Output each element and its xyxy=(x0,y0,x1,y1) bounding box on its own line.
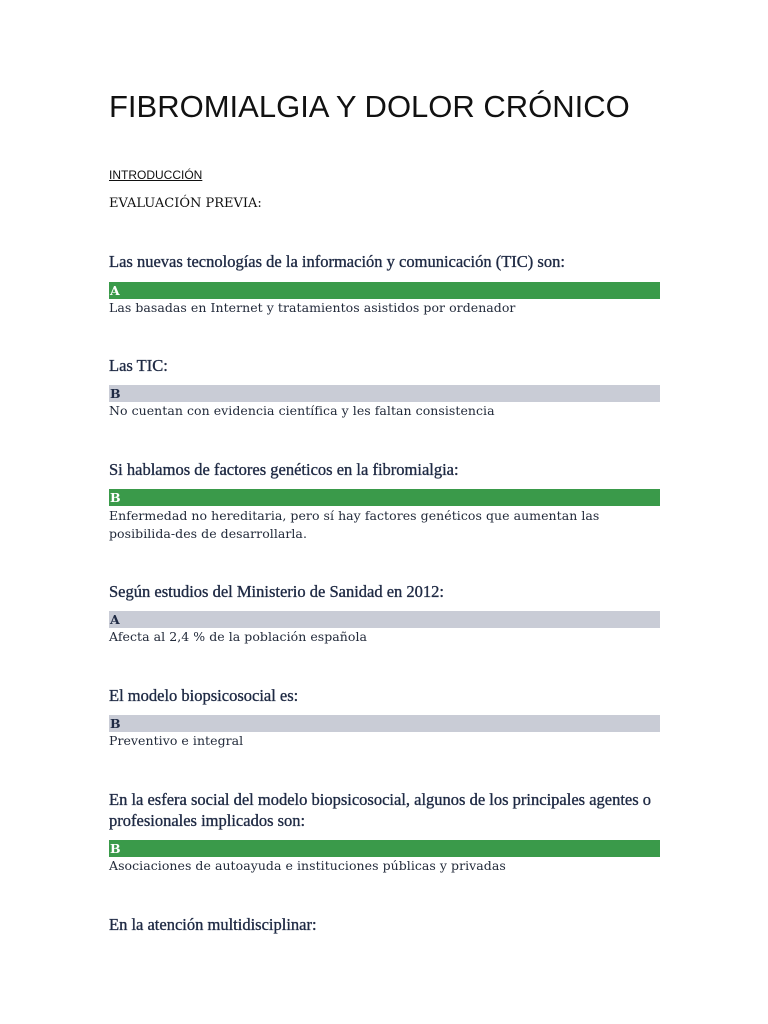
question-6: En la esfera social del modelo biopsicosocial, algunos de los principales agentes o profesionales implicados son: xyxy=(109,790,652,830)
document-title: FIBROMIALGIA Y DOLOR CRÓNICO xyxy=(109,89,630,124)
question-7: En la atención multidisciplinar: xyxy=(109,915,317,934)
evaluation-label: EVALUACIÓN PREVIA: xyxy=(109,196,262,211)
question-4: Según estudios del Ministerio de Sanidad en 2012: xyxy=(109,582,445,601)
answer-letter-6: B xyxy=(109,840,660,857)
answer-text-2: No cuentan con evidencia científica y les faltan consistencia xyxy=(109,403,495,418)
answer-text-3: Enfermedad no hereditaria, pero sí hay factores genéticos que aumentan las posibilida-des de desarrollarla. xyxy=(109,508,600,541)
answer-text-5: Preventivo e integral xyxy=(109,733,244,748)
answer-text-1: Las basadas en Internet y tratamientos asistidos por ordenador xyxy=(109,300,516,315)
answer-letter-4: A xyxy=(109,611,660,628)
question-1: Las nuevas tecnologías de la información y comunicación (TIC) son: xyxy=(109,252,565,271)
answer-letter-3: B xyxy=(109,489,660,506)
question-2: Las TIC: xyxy=(109,356,168,375)
question-5: El modelo biopsicosocial es: xyxy=(109,686,299,705)
answer-letter-2: B xyxy=(109,385,660,402)
answer-letter-1: A xyxy=(109,282,660,299)
answer-text-6: Asociaciones de autoayuda e instituciones públicas y privadas xyxy=(109,858,506,873)
answer-letter-5: B xyxy=(109,715,660,732)
section-heading-introduction: INTRODUCCIÓN xyxy=(109,168,203,182)
question-3: Si hablamos de factores genéticos en la fibromialgia: xyxy=(109,460,459,479)
answer-text-4: Afecta al 2,4 % de la población española xyxy=(109,629,368,644)
